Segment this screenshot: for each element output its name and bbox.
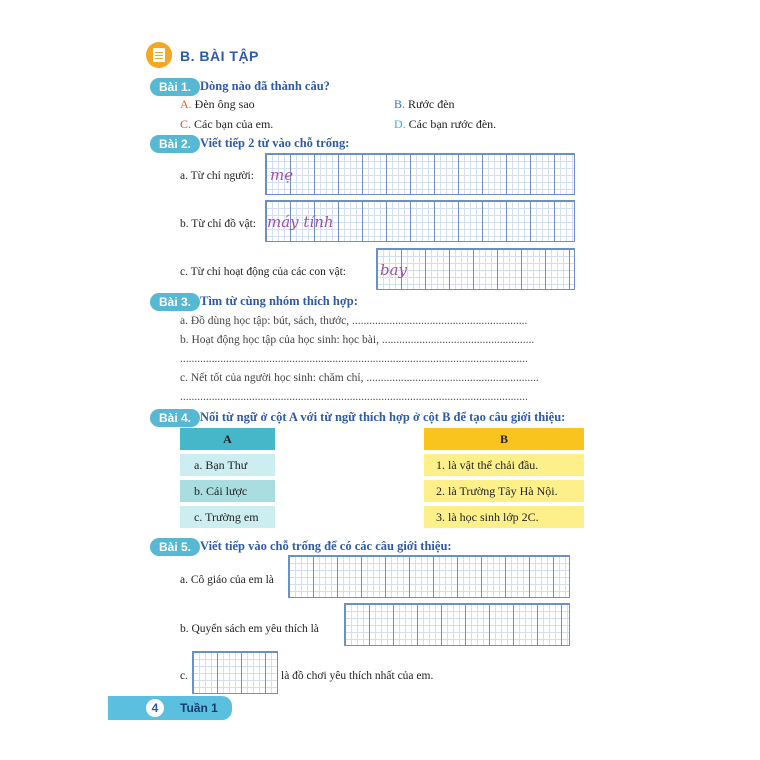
column-b-item[interactable]: 3. là học sinh lớp 2C.: [424, 506, 584, 528]
ex2-c-handwritten-answer: bay: [380, 261, 408, 279]
ex3-line-a[interactable]: a. Đồ dùng học tập: bút, sách, thước, .............................................................: [180, 315, 528, 327]
ex2-c-label: c. Từ chỉ hoạt động của các con vật:: [180, 266, 346, 278]
column-b-item[interactable]: 1. là vật thể chải đầu.: [424, 454, 584, 476]
exercise-2-badge: Bài 2.: [150, 135, 200, 153]
option-b-text: Rước đèn: [408, 97, 455, 111]
ex5-b-label: b. Quyển sách em yêu thích là: [180, 623, 319, 635]
ex2-a-writing-grid[interactable]: [265, 153, 575, 195]
exercise-2-question: Viết tiếp 2 từ vào chỗ trống:: [200, 136, 350, 150]
ex5-c-label: c.: [180, 670, 188, 682]
ex2-b-handwritten-answer: máy tính: [267, 213, 334, 231]
exercise-5-badge: Bài 5.: [150, 538, 200, 556]
section-title: B. BÀI TẬP: [180, 48, 259, 64]
exercise-3-question: Tìm từ cùng nhóm thích hợp:: [200, 294, 358, 308]
ex2-a-label: a. Từ chỉ người:: [180, 170, 254, 182]
ex3-line-b-continued[interactable]: .........................................................................................................................: [180, 353, 528, 365]
ex5-a-label: a. Cô giáo của em là: [180, 574, 274, 586]
ex5-b-writing-grid[interactable]: [344, 603, 570, 646]
exercise-4-question: Nối từ ngữ ở cột A với từ ngữ thích hợp ở cột B để tạo câu giới thiệu:: [200, 410, 566, 424]
ex2-a-handwritten-answer: mẹ: [270, 166, 294, 184]
option-c[interactable]: [180, 117, 273, 132]
exercise-4-badge: Bài 4.: [150, 409, 200, 427]
option-a[interactable]: [180, 97, 255, 112]
exercise-1-badge: Bài 1.: [150, 78, 200, 96]
ex3-line-c[interactable]: c. Nết tốt của người học sinh: chăm chỉ, ............................................................: [180, 372, 539, 384]
option-d-text: Các bạn rước đèn.: [408, 117, 497, 131]
ex3-line-b[interactable]: b. Hoạt động học tập của học sinh: học bài, .....................................................: [180, 334, 535, 346]
column-a: [180, 428, 275, 528]
column-b-header: B: [424, 428, 584, 450]
option-a-letter: A.: [180, 97, 192, 111]
column-b-item[interactable]: 2. là Trường Tây Hà Nội.: [424, 480, 584, 502]
ex5-c-writing-grid[interactable]: [192, 651, 278, 694]
column-a-item[interactable]: a. Bạn Thư: [180, 454, 275, 476]
ex5-a-writing-grid[interactable]: [288, 555, 570, 598]
column-a-item[interactable]: b. Cái lược: [180, 480, 275, 502]
option-a-text: Đèn ông sao: [194, 97, 255, 111]
exercise-5-question: Viết tiếp vào chỗ trống để có các câu giới thiệu:: [200, 539, 452, 553]
column-a-header: A: [180, 428, 275, 450]
exercise-1-question: Dòng nào đã thành câu?: [200, 79, 330, 93]
ex5-c-suffix: là đồ chơi yêu thích nhất của em.: [281, 670, 434, 682]
week-label: Tuần 1: [180, 701, 218, 715]
ex3-line-c-continued[interactable]: .........................................................................................................................: [180, 391, 528, 403]
column-a-item[interactable]: c. Trường em: [180, 506, 275, 528]
option-d[interactable]: [394, 117, 496, 132]
option-c-text: Các bạn của em.: [194, 117, 274, 131]
option-d-letter: D.: [394, 117, 406, 131]
page-number: 4: [146, 699, 164, 717]
exercise-3-badge: Bài 3.: [150, 293, 200, 311]
option-b[interactable]: [394, 97, 455, 112]
column-b: [424, 428, 584, 528]
option-c-letter: C.: [180, 117, 192, 131]
ex2-b-label: b. Từ chỉ đồ vật:: [180, 218, 256, 230]
option-b-letter: B.: [394, 97, 406, 111]
book-icon: [146, 42, 172, 68]
